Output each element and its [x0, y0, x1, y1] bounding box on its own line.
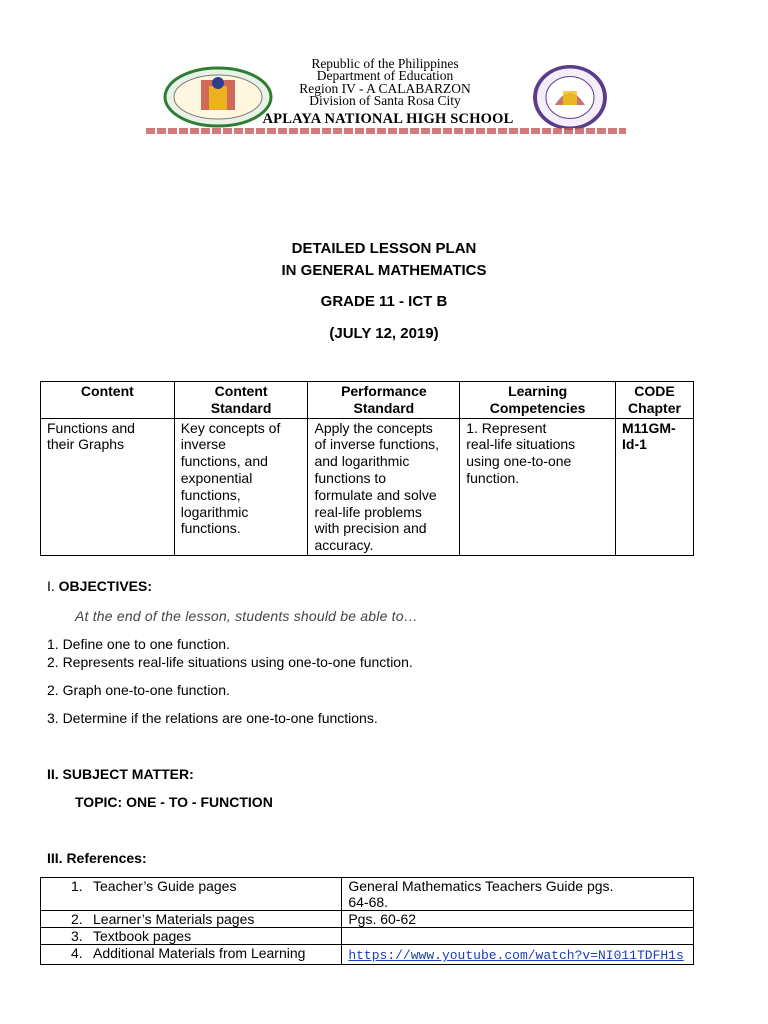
letterhead-line: Region IV - A CALABARZON — [299, 80, 471, 96]
table-header-row — [41, 382, 694, 419]
table-row — [41, 928, 694, 945]
header-content-standard: Content Standard — [174, 382, 308, 419]
reference-value — [342, 945, 694, 965]
school-seal-icon — [533, 65, 607, 130]
cell-content-standard: Key concepts of inverse functions, and exponential functions, logarithmic functions. — [174, 418, 308, 555]
references-table — [40, 877, 694, 965]
cell-code: M11GM- Id-1 — [616, 418, 694, 555]
reference-value: Pgs. 60-62 — [342, 911, 694, 928]
letterhead-line: Division of Santa Rosa City — [309, 92, 461, 108]
topic-line: TOPIC: ONE - TO - FUNCTION — [75, 794, 273, 810]
objectives-intro: At the end of the lesson, students should be able to… — [75, 608, 418, 624]
standards-table — [40, 381, 694, 556]
table-row — [41, 945, 694, 965]
objective-item: 2. Represents real-life situations using one-to-one function. — [47, 654, 413, 670]
school-name: APLAYA NATIONAL HIGH SCHOOL — [262, 111, 514, 127]
header-content: Content — [41, 382, 175, 419]
table-row — [41, 911, 694, 928]
plan-date: (JULY 12, 2019) — [329, 325, 439, 342]
header-code-chapter: CODE Chapter — [616, 382, 694, 419]
reference-label: 3. Textbook pages — [41, 928, 342, 945]
objective-item: 2. Graph one-to-one function. — [47, 682, 230, 698]
references-heading: III. References: — [47, 850, 147, 866]
letterhead-text — [240, 58, 530, 107]
reference-label: 1. Teacher’s Guide pages — [41, 878, 342, 911]
objective-item: 1. Define one to one function. — [47, 636, 230, 652]
cell-performance-standard: Apply the concepts of inverse functions, and logarithmic functions to formulate and solve real-life problems with precision and accuracy. — [308, 418, 460, 555]
subject-matter-heading: II. SUBJECT MATTER: — [47, 766, 194, 782]
reference-label: 4. Additional Materials from Learning — [41, 945, 342, 965]
cell-content: Functions and their Graphs — [41, 418, 175, 555]
plan-title: DETAILED LESSON PLAN — [291, 240, 477, 257]
header-learning-competencies: Learning Competencies — [460, 382, 616, 419]
header-performance-standard: Performance Standard — [308, 382, 460, 419]
table-row — [41, 878, 694, 911]
letterhead-divider — [146, 128, 626, 134]
objective-item: 3. Determine if the relations are one-to-one functions. — [47, 710, 378, 726]
youtube-reference-link[interactable]: https://www.youtube.com/watch?v=NI011TDFH1s — [348, 948, 684, 963]
reference-value: General Mathematics Teachers Guide pgs. 64-68. — [342, 878, 694, 911]
plan-subject: IN GENERAL MATHEMATICS — [281, 262, 487, 279]
letterhead-line: Republic of the Philippines — [311, 56, 459, 71]
cell-learning-competencies: 1. Represent real-life situations using one-to-one function. — [460, 418, 616, 555]
reference-value — [342, 928, 694, 945]
objectives-heading: I. OBJECTIVES: — [47, 578, 153, 594]
table-row — [41, 418, 694, 555]
reference-label: 2. Learner’s Materials pages — [41, 911, 342, 928]
plan-grade: GRADE 11 - ICT B — [320, 293, 448, 310]
letterhead-line: Department of Education — [316, 68, 454, 84]
